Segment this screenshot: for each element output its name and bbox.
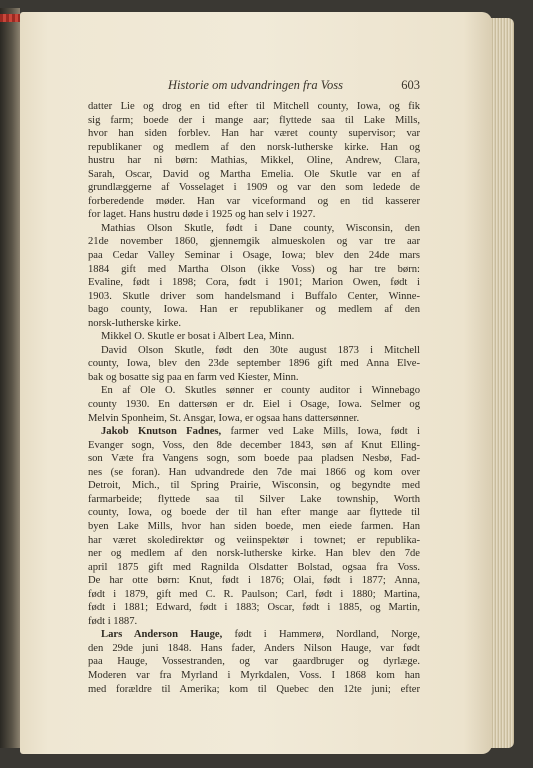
- text-line: [88, 141, 420, 155]
- line-text: byen Lake Mills, hvor han siden boede, men eiede farmen. Han: [88, 520, 420, 532]
- body-text: [88, 100, 420, 696]
- text-line: [88, 195, 420, 209]
- entry-name: Jakob Knutson Fadnes,: [101, 426, 222, 438]
- text-line: [88, 303, 420, 317]
- text-line: [88, 317, 420, 331]
- text-line: [88, 249, 420, 263]
- book-spine-edge: [0, 8, 20, 748]
- line-text: 1903. Skutle driver som handelsmand i Buffalo Center, Winne-: [88, 290, 420, 302]
- text-line: [88, 506, 420, 520]
- text-line: [88, 452, 420, 466]
- text-line: [88, 615, 420, 629]
- text-line: [88, 384, 420, 398]
- text-line: [88, 655, 420, 669]
- line-text: datter Lie og drog en tid efter til Mitchell county, Iowa, og fik: [88, 101, 420, 112]
- line-text: county, Iowa, og boede der til han efter mange aar flyttede til: [88, 507, 420, 519]
- text-line: [88, 235, 420, 249]
- text-line: [88, 330, 420, 344]
- line-text: Mathias Olson Skutle, født i Dane county, Wisconsin, den: [101, 222, 420, 234]
- line-text: med forældre til Amerika; kom til Quebec den 12te juni; efter: [88, 683, 420, 695]
- text-line: [88, 642, 420, 656]
- line-text: Sarah, Oscar, David og Martha Emelia. Ole Skutle var en af: [88, 168, 420, 180]
- text-line: [88, 493, 420, 507]
- line-text: son Væte fra Vangens sogn, som boede paa pladsen Nesbø, Fad-: [88, 453, 420, 465]
- text-line: [88, 154, 420, 168]
- text-line: [88, 371, 420, 385]
- text-line: [88, 290, 420, 304]
- line-text: county, Iowa, blev den 23de september 1896 gift med Anna Elve-: [88, 358, 420, 370]
- line-text: De har otte børn: Knut, født i 1876; Olai, født i 1877; Anna,: [88, 575, 420, 587]
- line-text: Melvin Sponheim, St. Ansgar, Iowa, er ogsaa hans dattersønner.: [88, 412, 360, 424]
- text-line: [88, 439, 420, 453]
- line-text: grundlæggerne af Vosselaget i 1909 og var den som ledede de: [88, 182, 420, 194]
- text-line: [88, 398, 420, 412]
- line-text: forberedende møder. Han var viceformand og en tid kasserer: [88, 195, 420, 207]
- line-text: hvor han siden forblev. Han har været county supervisor; var: [88, 128, 420, 140]
- text-line: [88, 561, 420, 575]
- text-line: [88, 479, 420, 493]
- text-line: [88, 466, 420, 480]
- text-line: [88, 534, 420, 548]
- line-text: Evaline, født i 1898; Cora, født i 1901; Marion Owen, født i: [88, 277, 420, 289]
- line-text: født i Hammerø, Nordland, Norge,: [222, 629, 420, 641]
- line-text: bago county, Iowa. Han er republikaner og medlem af den: [88, 304, 420, 316]
- page-number: 603: [401, 78, 420, 92]
- line-text: bak og bosatte sig paa en farm ved Kiester, Minn.: [88, 371, 299, 383]
- line-text: David Olson Skutle, født den 30te august 1873 i Mitchell: [101, 344, 420, 356]
- text-line: [88, 412, 420, 426]
- line-text: april 1875 gift med Ragnilda Olsdatter Bolstad, ogsaa fra Voss.: [88, 561, 420, 573]
- line-text: 1884 gift med Martha Olson (ikke Voss) og har tre børn:: [88, 263, 420, 275]
- text-line: [88, 357, 420, 371]
- text-line: [88, 547, 420, 561]
- line-text: republikaner og medlem af den norsk-lutherske kirke. Han og: [88, 141, 420, 153]
- text-line: [88, 588, 420, 602]
- text-line: [88, 601, 420, 615]
- text-line: [88, 520, 420, 534]
- line-text: nes (se foran). Han udvandrede den 7de mai 1866 og kom over: [88, 466, 420, 478]
- line-text: for laget. Hans hustru døde i 1925 og han selv i 1927.: [88, 209, 316, 221]
- line-text: den 29de juni 1848. Hans fader, Anders Nilson Hauge, var født: [88, 642, 420, 654]
- line-text: født i 1879, gift med C. R. Paulson; Carl, født i 1880; Martina,: [88, 588, 420, 600]
- line-text: 21de november 1860, gjennemgik almueskolen og var tre aar: [88, 236, 420, 248]
- text-line: [88, 276, 420, 290]
- text-line: [88, 208, 420, 222]
- line-text: har været skoledirektør og veiinspektør i townet; er republika-: [88, 534, 420, 546]
- running-head: Historie om udvandringen fra Voss: [168, 78, 343, 92]
- text-line: [88, 168, 420, 182]
- text-line: [88, 425, 420, 439]
- text-line: [88, 574, 420, 588]
- line-text: Mikkel O. Skutle er bosat i Albert Lea, Minn.: [101, 331, 295, 343]
- text-line: [88, 100, 420, 114]
- text-line: [88, 683, 420, 697]
- line-text: hustru har ni børn: Mathias, Mikkel, Oline, Andrew, Clara,: [88, 155, 420, 167]
- line-text: Detroit, Mich., til Spring Prairie, Wisconsin, og begyndte med: [88, 480, 420, 492]
- text-line: [88, 344, 420, 358]
- line-text: Moderen var fra Myrland i Myrkdalen, Voss. I 1868 kom han: [88, 669, 420, 681]
- text-line: [88, 127, 420, 141]
- text-line: [88, 114, 420, 128]
- entry-name: Lars Anderson Hauge,: [101, 629, 223, 641]
- text-line: [88, 181, 420, 195]
- line-text: norsk-lutherske kirke.: [88, 317, 181, 329]
- line-text: farmarbeide; flyttede saa til Silver Lake township, Worth: [88, 493, 420, 505]
- text-line: [88, 628, 420, 642]
- text-line: [88, 669, 420, 683]
- line-text: Evanger sogn, Voss, den 8de december 1843, søn af Knut Elling-: [88, 439, 420, 451]
- text-line: [88, 263, 420, 277]
- line-text: født i 1881; Edward, født i 1883; Oscar, født i 1885, og Martin,: [88, 602, 420, 614]
- line-text: ner og medlem af den norsk-lutherske kirke. Han blev den 7de: [88, 548, 420, 560]
- line-text: county 1930. En dattersøn er dr. Eiel i Osage, Iowa. Selmer og: [88, 399, 420, 411]
- line-text: paa Cedar Valley Seminar i Osage, Iowa; blev den 24de mars: [88, 250, 420, 262]
- line-text: sig farm; boede der i mange aar; flyttede saa til Lake Mills,: [88, 114, 420, 126]
- text-line: [88, 222, 420, 236]
- line-text: En af Ole O. Skutles sønner er county auditor i Winnebago: [101, 385, 420, 397]
- line-text: født i 1887.: [88, 615, 138, 627]
- line-text: farmer ved Lake Mills, Iowa, født i: [221, 426, 420, 438]
- page-header: [88, 78, 420, 96]
- line-text: paa Hauge, Vossestranden, og var gaardbruger og dyrlæge.: [88, 656, 420, 668]
